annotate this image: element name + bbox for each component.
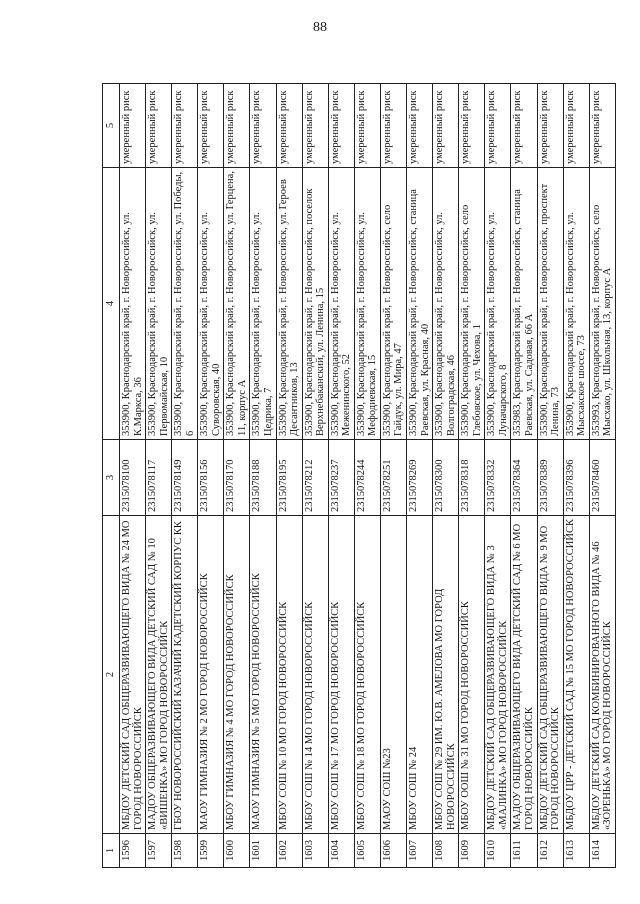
inn: 2315078195 [276,440,302,516]
table-row [485,84,511,868]
risk-category: умеренный риск [328,84,354,168]
address: 353900, Краснодарский край, г. Новороссийск, ул. Мефодиевская, 15 [354,168,380,440]
organization-name: МАОУ ГИМНАЗИЯ № 2 МО ГОРОД НОВОРОССИЙСК [198,516,224,834]
table-row [380,84,406,868]
risk-category: умеренный риск [537,84,563,168]
risk-category: умеренный риск [354,84,380,168]
organization-name: МБОУ СОШ № 14 МО ГОРОД НОВОРОССИЙСК [302,516,328,834]
address: 353900, Краснодарский край, г. Новороссийск, ул. Героев Десантников, 13 [276,168,302,440]
table-row [146,84,172,868]
table-row [354,84,380,868]
risk-category: умеренный риск [302,84,328,168]
organization-name: МАДОУ ОБЩЕРАЗВИВАЮЩЕГО ВИДА ДЕТСКИЙ САД № 10 «ВИШЕНКА» МО ГОРОД НОВОРОССИЙСК [146,516,172,834]
table-header-row [103,84,120,868]
risk-category: умеренный риск [120,84,146,168]
table-row [302,84,328,868]
inn: 2315078332 [485,440,511,516]
row-number: 1600 [224,834,250,868]
risk-category: умеренный риск [250,84,276,168]
column-header-3: 3 [103,440,120,516]
address: 353900, Краснодарский край, г. Новороссийск, ул. К.Маркса, 36 [120,168,146,440]
row-number: 1596 [120,834,146,868]
organization-name: МБОУ ООШ № 31 МО ГОРОД НОВОРОССИЙСК [459,516,485,834]
table-row [172,84,198,868]
table-row [537,84,563,868]
column-header-1: 1 [103,834,120,868]
risk-category: умеренный риск [276,84,302,168]
row-number: 1608 [433,834,459,868]
column-header-5: 5 [103,84,120,168]
risk-category: умеренный риск [433,84,459,168]
table-row [433,84,459,868]
organization-name: МБОУ СОШ № 24 [407,516,433,834]
risk-category: умеренный риск [407,84,433,168]
risk-category: умеренный риск [485,84,511,168]
table-row [459,84,485,868]
table-row [224,84,250,868]
organization-name: ГБОУ НОВОРОССИЙСКИЙ КАЗАЧИЙ КАДЕТСКИЙ КОРПУС КК [172,516,198,834]
inn: 2315078117 [146,440,172,516]
inn: 2315078244 [354,440,380,516]
row-number: 1607 [407,834,433,868]
address: 353900, Краснодарский край, г. Новороссийск, проспект Ленина, 73 [537,168,563,440]
row-number: 1609 [459,834,485,868]
inn: 2315078188 [250,440,276,516]
address: 353900, Краснодарский край, г. Новороссийск, ул. Победы, 6 [172,168,198,440]
row-number: 1612 [537,834,563,868]
risk-category: умеренный риск [224,84,250,168]
row-number: 1599 [198,834,224,868]
rotated-table-container [102,84,614,868]
organization-name: МБДОУ ДЕТСКИЙ САД КОМБИНИРОВАННОГО ВИДА № 46 «ЗОРЕНЬКА» МО ГОРОД НОВОРОССИЙСК [589,516,615,834]
organization-name: МБОУ СОШ № 17 МО ГОРОД НОВОРОССИЙСК [328,516,354,834]
inn: 2315078156 [198,440,224,516]
table-row [563,84,589,868]
row-number: 1603 [302,834,328,868]
risk-category: умеренный риск [172,84,198,168]
address: 353900, Краснодарский край, г. Новороссийск, ул. Цедрика, 7 [250,168,276,440]
table-row [198,84,224,868]
address: 353900, Краснодарский край, г. Новороссийск, ул. Меженинского, 52 [328,168,354,440]
inn: 2315078269 [407,440,433,516]
address: 353900, Краснодарский край, г. Новороссийск, село Гайдук, ул. Мира, 47 [380,168,406,440]
organization-name: МБОУ СОШ № 10 МО ГОРОД НОВОРОССИЙСК [276,516,302,834]
page-number: 88 [313,20,327,35]
inn: 2315078389 [537,440,563,516]
row-number: 1598 [172,834,198,868]
address: 353900, Краснодарский край, г. Новороссийск, ул. Герцена, 11, корпус А [224,168,250,440]
inn: 2315078396 [563,440,589,516]
inn: 2315078170 [224,440,250,516]
inn: 2315078237 [328,440,354,516]
address: 353900, Краснодарский край, г. Новороссийск, ул. Суворовская, 40 [198,168,224,440]
row-number: 1604 [328,834,354,868]
inn: 2315078364 [511,440,537,516]
risk-category: умеренный риск [511,84,537,168]
address: 353900, Краснодарский край, г. Новороссийск, ул. Волгоградская, 46 [433,168,459,440]
inn: 2315078251 [380,440,406,516]
address: 353900, Краснодарский край, г. Новороссийск, ул. Мысхакское шоссе, 73 [563,168,589,440]
inn: 2315078100 [120,440,146,516]
organization-name: МАОУ СОШ №23 [380,516,406,834]
organization-name: МБДОУ ДЕТСКИЙ САД ОБЩЕРАЗВИВАЮЩЕГО ВИДА № 3 «МАЛИНКА» МО ГОРОД НОВОРОССИЙСК [485,516,511,834]
risk-category: умеренный риск [459,84,485,168]
row-number: 1597 [146,834,172,868]
address: 353900, Краснодарский край, г. Новороссийск, поселок Верхнебаканский, ул. Ленина, 15 [302,168,328,440]
inn: 2315078318 [459,440,485,516]
inn: 2315078300 [433,440,459,516]
risk-category: умеренный риск [563,84,589,168]
table-row [250,84,276,868]
organization-name: МБДОУ ЦРР - ДЕТСКИЙ САД № 15 МО ГОРОД НОВОРОССИЙСК [563,516,589,834]
inn: 2315078212 [302,440,328,516]
row-number: 1606 [380,834,406,868]
row-number: 1611 [511,834,537,868]
table-row [589,84,615,868]
inn: 2315078149 [172,440,198,516]
address: 353993, Краснодарский край, г. Новороссийск, село Мысхако, ул. Школьная, 13, корпус А [589,168,615,440]
organizations-table [102,83,616,868]
organization-name: МБДОУ ДЕТСКИЙ САД ОБЩЕРАЗВИВАЮЩЕГО ВИДА № 24 МО ГОРОД НОВОРОССИЙСК [120,516,146,834]
table-row [511,84,537,868]
table-row [328,84,354,868]
address: 353900, Краснодарский край, г. Новороссийск, село Глебовское, ул. Чехова, 1 [459,168,485,440]
table-row [120,84,146,868]
table-row [276,84,302,868]
organization-name: МБОУ ГИМНАЗИЯ № 4 МО ГОРОД НОВОРОССИЙСК [224,516,250,834]
row-number: 1613 [563,834,589,868]
address: 353900, Краснодарский край, г. Новороссийск, станица Раевская, ул. Красная, 40 [407,168,433,440]
risk-category: умеренный риск [589,84,615,168]
address: 353900, Краснодарский край, г. Новороссийск, ул. Луначарского, 8 [485,168,511,440]
address: 353983, Краснодарский край, г. Новороссийск, станица Раевская, ул. Садовая, 66 А [511,168,537,440]
table-row [407,84,433,868]
organization-name: МАДОУ ОБЩЕРАЗВИВАЮЩЕГО ВИДА ДЕТСКИЙ САД № 6 МО ГОРОД НОВОРОССИЙСК [511,516,537,834]
organization-name: МБОУ СОШ № 29 ИМ. Ю.В. АМЕЛОВА МО ГОРОД НОВОРОССИЙСК [433,516,459,834]
row-number: 1605 [354,834,380,868]
column-header-2: 2 [103,516,120,834]
row-number: 1602 [276,834,302,868]
rotated-table-frame [102,84,614,868]
risk-category: умеренный риск [198,84,224,168]
column-header-4: 4 [103,168,120,440]
risk-category: умеренный риск [380,84,406,168]
row-number: 1610 [485,834,511,868]
address: 353900, Краснодарский край, г. Новороссийск, ул. Первомайская, 10 [146,168,172,440]
row-number: 1614 [589,834,615,868]
organization-name: МАОУ ГИМНАЗИЯ № 5 МО ГОРОД НОВОРОССИЙСК [250,516,276,834]
risk-category: умеренный риск [146,84,172,168]
organization-name: МБОУ СОШ № 18 МО ГОРОД НОВОРОССИЙСК [354,516,380,834]
row-number: 1601 [250,834,276,868]
inn: 2315078460 [589,440,615,516]
organization-name: МБДОУ ДЕТСКИЙ САД ОБЩЕРАЗВИВАЮЩЕГО ВИДА № 9 МО ГОРОД НОВОРОССИЙСК [537,516,563,834]
